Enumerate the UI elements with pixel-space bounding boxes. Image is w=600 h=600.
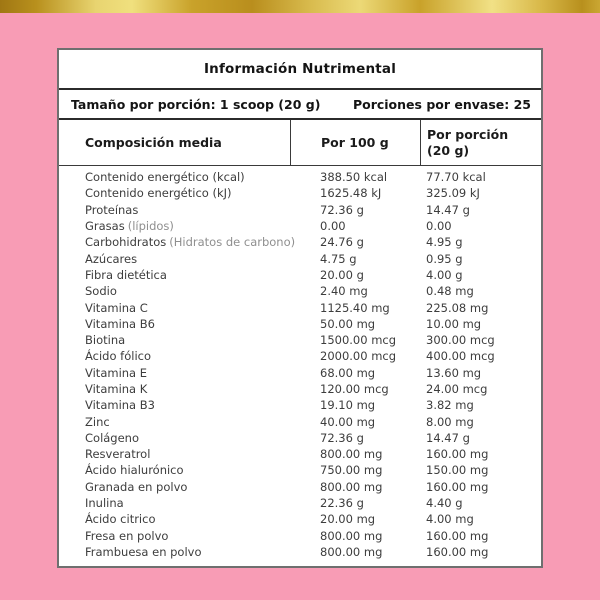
row-name: Vitamina B3	[85, 398, 155, 413]
table-row	[59, 528, 541, 544]
table-row	[59, 267, 541, 283]
row-name: Ácido citrico	[85, 512, 156, 527]
row-name: Inulina	[85, 496, 124, 511]
table-row	[59, 446, 541, 462]
row-per100: 1125.40 mg	[320, 300, 390, 315]
table-row	[59, 479, 541, 495]
table-row	[59, 544, 541, 560]
row-name: Vitamina B6	[85, 316, 155, 331]
row-per100: 2.40 mg	[320, 284, 368, 299]
row-per100: 800.00 mg	[320, 528, 383, 543]
nutrition-facts-panel	[57, 48, 543, 568]
row-name: Carbohidratos	[85, 235, 167, 250]
serving-size-label: Tamaño por porción: 1 scoop (20 g)	[71, 96, 321, 112]
table-row	[59, 250, 541, 266]
row-name: Azúcares	[85, 251, 138, 266]
row-name: Vitamina E	[85, 365, 148, 380]
row-per100: 72.36 g	[320, 202, 364, 217]
table-row	[59, 348, 541, 364]
table-row	[59, 397, 541, 413]
row-per100: 19.10 mg	[320, 398, 376, 413]
servings-per-container-label: Porciones por envase: 25	[352, 96, 531, 112]
row-per100: 2000.00 mcg	[320, 349, 397, 364]
row-name: Ácido hialurónico	[85, 463, 184, 478]
row-perportion: 4.95 g	[426, 235, 463, 250]
row-per100: 750.00 mg	[320, 463, 383, 478]
row-perportion: 24.00 mcg	[426, 382, 488, 396]
row-name: Frambuesa en polvo	[85, 544, 202, 559]
row-per100: 1625.48 kJ	[320, 186, 382, 201]
row-per100: 72.36 g	[320, 430, 364, 445]
row-perportion: 150.00 mg	[426, 463, 489, 478]
row-per100: 1500.00 mcg	[320, 333, 397, 348]
serving-info-box	[59, 90, 541, 120]
row-name: Vitamina K	[85, 382, 148, 396]
row-perportion: 4.40 g	[426, 496, 463, 511]
row-perportion: 400.00 mcg	[426, 349, 495, 364]
row-per100: 0.00	[320, 219, 346, 234]
row-note: (Hidratos de carbono)	[169, 235, 296, 250]
row-name: Granada en polvo	[85, 479, 188, 494]
row-per100: 4.75 g	[320, 251, 357, 266]
row-per100: 50.00 mg	[320, 316, 376, 331]
panel-title-box	[59, 50, 541, 90]
row-perportion: 160.00 mg	[426, 447, 489, 462]
row-perportion: 4.00 g	[426, 267, 463, 282]
row-per100: 800.00 mg	[320, 447, 383, 462]
row-per100: 68.00 mg	[320, 365, 376, 380]
row-per100: 800.00 mg	[320, 544, 383, 559]
panel-title: Información Nutrimental	[203, 61, 397, 77]
gold-accent-bar	[0, 0, 600, 13]
row-per100: 20.00 mg	[320, 512, 376, 527]
table-row	[59, 234, 541, 250]
row-perportion: 160.00 mg	[426, 544, 489, 559]
row-per100: 40.00 mg	[320, 414, 376, 429]
table-header-row	[59, 120, 541, 166]
row-perportion: 225.08 mg	[426, 300, 489, 315]
table-row	[59, 218, 541, 234]
table-row	[59, 185, 541, 201]
row-name: Contenido energético (kJ)	[85, 186, 232, 201]
table-row	[59, 462, 541, 478]
row-perportion: 0.95 g	[426, 251, 463, 266]
row-name: Contenido energético (kcal)	[85, 170, 245, 185]
row-perportion: 300.00 mcg	[426, 333, 495, 348]
row-perportion: 4.00 mg	[426, 512, 474, 527]
header-composition: Composición media	[85, 134, 222, 150]
row-name: Sodio	[85, 284, 117, 299]
row-perportion: 13.60 mg	[426, 365, 482, 380]
row-per100: 22.36 g	[320, 496, 364, 511]
row-perportion: 0.48 mg	[426, 284, 474, 299]
row-perportion: 325.09 kJ	[426, 186, 480, 201]
table-row	[59, 511, 541, 527]
row-perportion: 160.00 mg	[426, 479, 489, 494]
row-name: Ácido fólico	[85, 349, 152, 364]
row-note: (lípidos)	[127, 219, 174, 234]
row-name: Colágeno	[85, 430, 140, 445]
row-perportion: 0.00	[426, 219, 452, 234]
row-per100: 24.76 g	[320, 235, 364, 250]
row-perportion: 10.00 mg	[426, 316, 482, 331]
row-perportion: 160.00 mg	[426, 528, 489, 543]
row-name: Fibra dietética	[85, 267, 167, 282]
row-name: Proteínas	[85, 202, 139, 217]
table-row	[59, 495, 541, 511]
row-perportion: 14.47 g	[426, 202, 470, 217]
row-perportion: 3.82 mg	[426, 398, 474, 413]
row-name: Resveratrol	[85, 447, 151, 462]
header-per-100g: Por 100 g	[290, 120, 420, 165]
row-per100: 20.00 g	[320, 267, 364, 282]
table-row	[59, 316, 541, 332]
table-row	[59, 169, 541, 185]
table-row	[59, 299, 541, 315]
table-body	[59, 166, 541, 560]
row-per100: 388.50 kcal	[320, 170, 388, 185]
row-per100: 800.00 mg	[320, 479, 383, 494]
table-row	[59, 202, 541, 218]
row-name: Zinc	[85, 414, 110, 429]
table-row	[59, 413, 541, 429]
row-perportion: 77.70 kcal	[426, 170, 486, 185]
table-row	[59, 283, 541, 299]
row-perportion: 8.00 mg	[426, 414, 474, 429]
table-row	[59, 332, 541, 348]
row-name: Vitamina C	[85, 300, 148, 315]
row-per100: 120.00 mcg	[320, 382, 389, 396]
row-perportion: 14.47 g	[426, 430, 470, 445]
table-row	[59, 365, 541, 381]
table-row	[59, 381, 541, 397]
row-name: Biotina	[85, 333, 126, 348]
header-per-portion: Por porción (20 g)	[420, 120, 541, 165]
row-name: Grasas	[85, 219, 125, 234]
row-name: Fresa en polvo	[85, 528, 169, 543]
table-row	[59, 430, 541, 446]
